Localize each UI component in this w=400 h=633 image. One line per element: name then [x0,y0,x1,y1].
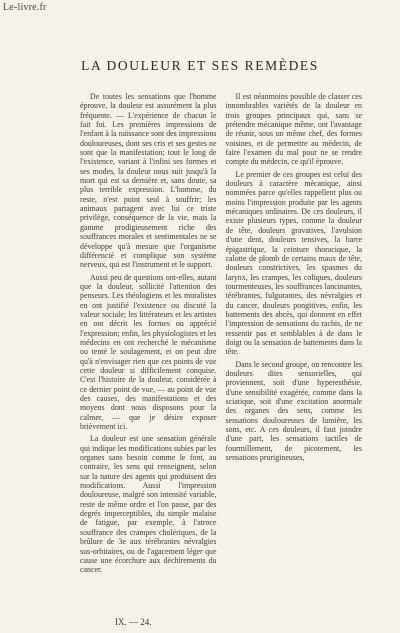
right-column [226,92,363,614]
paragraph: Il est néanmoins possible de classer ces innombrables variétés de la douleur en trois groupes principaux qui, sans se prétendre mécanique même, ont l'avantage de réunir, sous un même chef, des formes voisines, et de permettre au médecin, de faire l'examen du mal pour ne se rendre compte du médecin, ce qu'il éprouve. [225,92,362,167]
paragraph: La douleur est une sensation générale qui indique les modifications subies par les organes sans besoin comme le font, au contraire, les sens qui renseignent, selon sur la nature des agents qui produisent des modifications. Aussi l'impression douloureuse, malgré son intensité variable, reste de même ordre et l'on passe, par des degrés imperceptibles, du simple malaise de fatigue, par exemple, à l'atroce souffrance des crampes cholériques, de la brûlure de 3e aux térébrantes névralgies sus-orbitaires, ou de l'agacement léger que cause une écorchure aux déchirements du cancer. [80,434,217,575]
article-body [80,92,362,614]
paragraph: De toutes les sensations que l'homme éprouve, la douleur est assurément la plus fréquente. — L'expérience de chacun le fait foi. Les premières impressions de l'enfant à la naissance sont des impressions douloureuses, dont ses cris et ses gestes ne sont que la manifestation; tout le long de l'existence, variant à l'infini ses formes et ses modes, la douleur nous suit jusqu'à la mort qui est sa dernière et, sans doute, sa plus terrible expression. L'homme, du reste, n'est point seul à souffrir; les animaux partagent avec lui ce triste privilège, conséquence de la vie, mais la gamme prodigieusement riche des souffrances morales et sentimentales ne se développe qu'à mesure que l'organisme différencié et complique son système nerveux, qui est l'instrument et le support. [80,92,217,270]
page-title: LA DOULEUR ET SES REMÈDES [81,58,319,73]
paragraph: Aussi peu de questions ont-elles, autant que la douleur, sollicité l'attention des penseurs. Les théologiens et les moralistes en ont justifié l'existence ou discuté la valeur sociale; les littérateurs et les artistes en ont décrit les formes ou apprécié l'expression; enfin, les physiologistes et les médecins en ont recherché le mécanisme ou tenté le soulagement, et on peut dire qu'à n'envisager rien que ces points de vue cette douleur si difficilement conquise. C'est l'histoire de la douleur, considérée à ce dernier point de vue, — au point de vue des causes, des manifestations et des moyens dont nous disposons pour la calmer, — que je désire exposer brièvement ici. [80,272,217,432]
watermark-logo: Le-livre.fr [3,2,47,13]
paragraph: Dans le second groupe, on rencontre les douleurs dites sensorielles, qui proviennent, soit d'une hyperesthésie, d'une sensibilité exagérée, comme dans la sciatique, soit d'une excitation anormale des organes des sens, comme les sensations douloureuses de lumière, les sons, etc. A ces douleurs, il faut joindre d'une part, les sensations tactiles de fourmillement, de picotement, les sensations prurigineuses, [225,359,362,463]
folio: IX. — 24. [115,617,152,627]
paragraph: Le premier de ces groupes est celui des douleurs à caractère mécanique, ainsi nommées parce qu'elles rappellent plus ou moins l'impression produite par les agents mécaniques ordinaires. De ces douleurs, il existe plusieurs types, comme la douleur de tête, douleurs gravatives, l'avulsion d'une dent, douleurs tensives, la barre épigastrique, la ceinture thoracique, la calotte de plomb de certains maux de tête, douleurs constrictives, les spasmes du larynx, les crampes, les coliques, douleurs tourmenteuses, les souffrances lancinantes, térébrantes, fulgurantes, des névralgies et du cancer, douleurs pongitives, enfin, les battements des abcès, qui donnent en effet l'impression de sensations du rachis, de ne ressentir pas et semblables à de dans le doigt ou la sensation de battements dans la tête. [225,169,362,357]
left-column [80,92,217,614]
